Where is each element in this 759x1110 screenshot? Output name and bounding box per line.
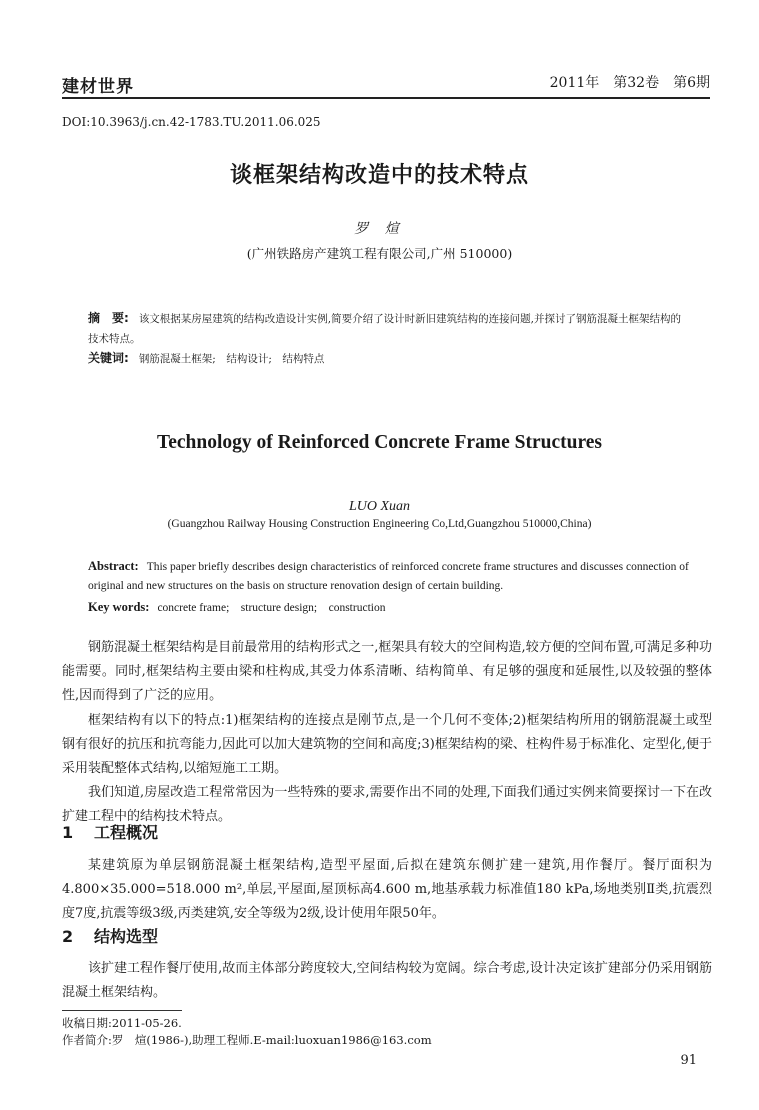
body-paragraph-5: 该扩建工程作餐厅使用,故而主体部分跨度较大,空间结构较为宽阔。综合考虑,设计决定该扩建部分仍采用钢筋混凝土框架结构。 xyxy=(62,961,712,1000)
abstract-english xyxy=(88,557,698,596)
header-rule xyxy=(62,97,710,99)
abstract-cn-label: 摘 要: xyxy=(88,311,129,325)
abstract-chinese xyxy=(88,308,688,349)
page-number: 91 xyxy=(680,1053,697,1068)
keywords-en-text: concrete frame; structure design; construction xyxy=(157,602,386,614)
section-heading-2 xyxy=(62,924,158,947)
footnote-author: 作者简介:罗 煊(1986-),助理工程师.E-mail:luoxuan1986@163.com xyxy=(62,1033,432,1047)
section-2-title: 结构选型 xyxy=(94,927,159,946)
title-chinese: 谈框架结构改造中的技术特点 xyxy=(229,163,529,188)
body-paragraph-4: 某建筑原为单层钢筋混凝土框架结构,造型平屋面,后拟在建筑东侧扩建一建筑,用作餐厅。餐厅面积为4.800×35.000=518.000 m²,单层,平屋面,屋顶标高4.600 m,地基承载力标准值180 kPa,场地类别Ⅱ类,抗震烈度7度,抗震等级3级,丙类建筑,安全等级为2级,设计使用年限50年。 xyxy=(62,858,712,921)
title-english: Technology of Reinforced Concrete Frame Structures xyxy=(157,432,602,453)
affiliation-chinese: (广州铁路房产建筑工程有限公司,广州 510000) xyxy=(246,246,513,261)
keywords-chinese xyxy=(88,348,688,369)
doi: DOI:10.3963/j.cn.42-1783.TU.2011.06.025 xyxy=(62,115,321,129)
footnote-rule xyxy=(62,1010,182,1011)
keywords-english xyxy=(88,598,698,618)
body-paragraph-1: 钢筋混凝土框架结构是目前最常用的结构形式之一,框架具有较大的空间构造,较方便的空间布置,可满足多种功能需要。同时,框架结构主要由梁和柱构成,其受力体系清晰、结构简单、有足够的强度和延展性,以及较强的整体性,因而得到了广泛的应用。 xyxy=(62,640,712,703)
issue-info: 2011年 第32卷 第6期 xyxy=(549,75,710,91)
abstract-en-label: Abstract: xyxy=(88,559,139,573)
footnote-received: 收稿日期:2011-05-26. xyxy=(62,1016,182,1030)
keywords-cn-text: 钢筋混凝土框架; 结构设计; 结构特点 xyxy=(138,353,325,365)
author-chinese: 罗 煊 xyxy=(354,221,405,237)
section-heading-1 xyxy=(62,820,158,843)
body-paragraph-2: 框架结构有以下的特点:1)框架结构的连接点是刚节点,是一个几何不变体;2)框架结构所用的钢筋混凝土或型钢有很好的抗压和抗弯能力,因此可以加大建筑物的空间和高度;3)框架结构的梁、柱构件易于标准化、定型化,便于采用装配整体式结构,以缩短施工工期。 xyxy=(62,713,712,776)
section-1-title: 工程概况 xyxy=(94,823,159,842)
journal-name: 建材世界 xyxy=(62,77,134,97)
body-paragraph-3: 我们知道,房屋改造工程常常因为一些特殊的要求,需要作出不同的处理,下面我们通过实例来简要探讨一下在改扩建工程中的结构技术特点。 xyxy=(62,785,712,824)
abstract-cn-text: 该文根据某房屋建筑的结构改造设计实例,简要介绍了设计时新旧建筑结构的连接问题,并探讨了钢筋混凝土框架结构的技术特点。 xyxy=(88,313,681,345)
abstract-en-text: This paper briefly describes design characteristics of reinforced concrete frame structures and discusses connection of original and new structures on the basis on structure renovation design of certain building. xyxy=(88,561,689,592)
section-1-number: 1 xyxy=(62,823,74,842)
keywords-en-label: Key words: xyxy=(88,600,150,614)
author-english: LUO Xuan xyxy=(348,499,411,514)
keywords-cn-label: 关键词: xyxy=(88,351,129,365)
affiliation-english: (Guangzhou Railway Housing Construction Engineering Co,Ltd,Guangzhou 510000,China) xyxy=(167,518,592,530)
section-2-number: 2 xyxy=(62,927,74,946)
